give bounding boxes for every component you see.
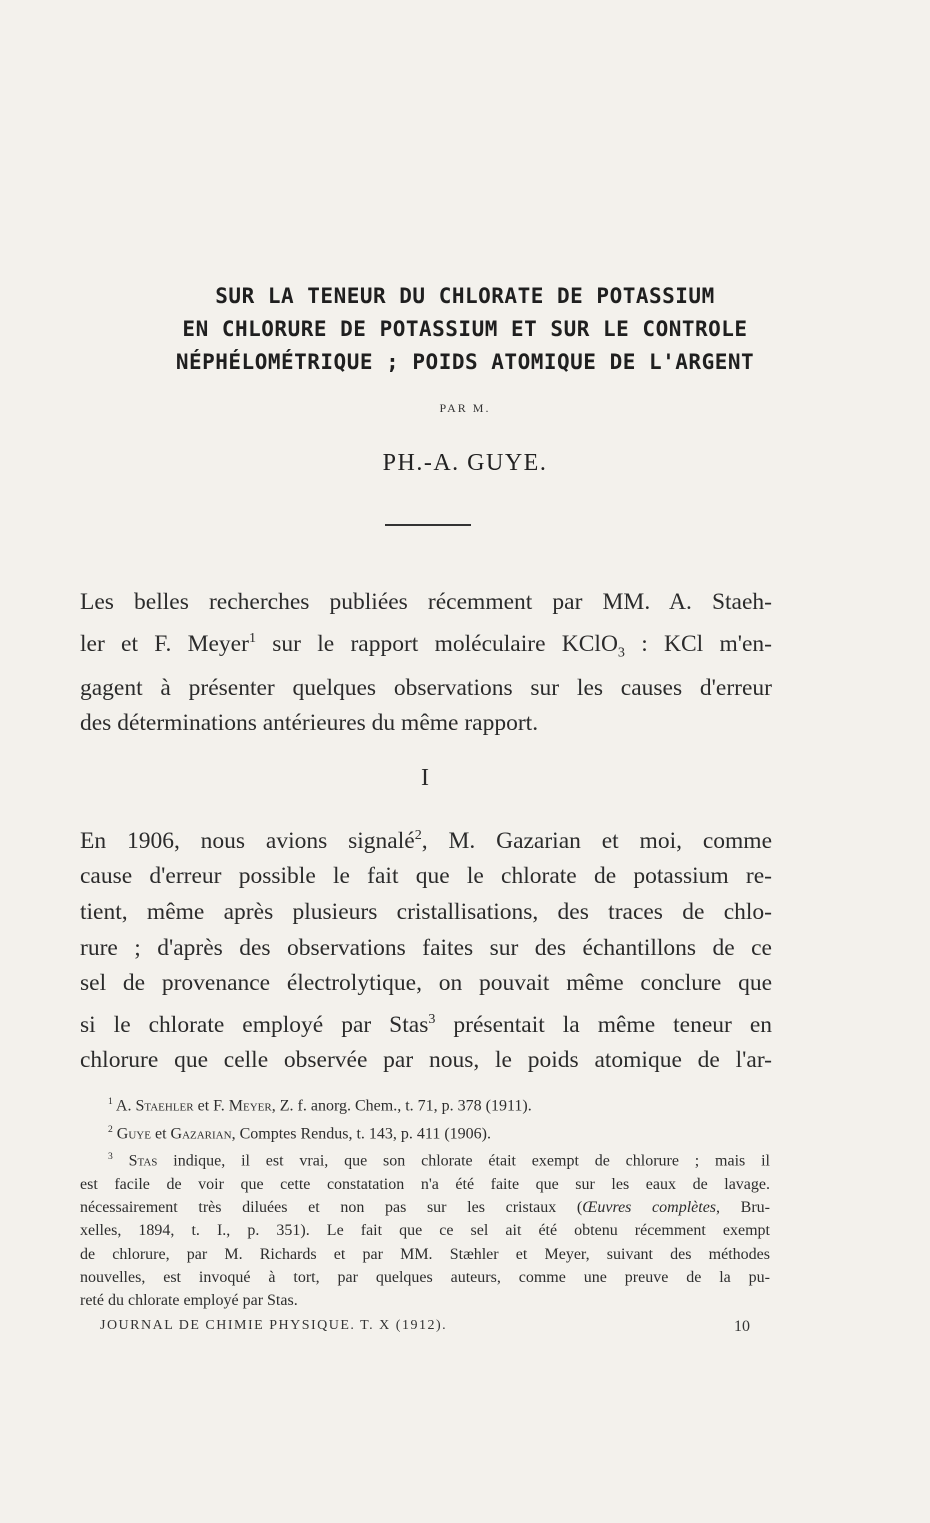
section-numeral: I (421, 765, 429, 791)
footnote-3-line-7: reté du chlorate employé par Stas. (80, 1292, 298, 1310)
footnote-3-line-2: est facile de voir que cette constatation n'a été faite que sur les eaux de lavage. (80, 1175, 770, 1193)
footnote-3-line-5: de chlorure, par M. Richards et par MM. Stæhler et Meyer, suivant des méthodes (80, 1245, 770, 1263)
footnote-1 (80, 1090, 770, 1118)
para-line-6-text-b: présentait la même teneur en (435, 1011, 772, 1038)
footnote-3-number: 3 (108, 1151, 113, 1163)
footnote-2-text-c: , Comptes Rendus, t. 143, p. 411 (1906). (231, 1124, 491, 1142)
footnote-1-text-c: , Z. f. anorg. Chem., t. 71, p. 378 (1911). (271, 1097, 532, 1115)
footnote-1-number: 1 (108, 1096, 113, 1107)
footnote-2-author-1: Guye (116, 1124, 151, 1142)
title-line-3: NÉPHÉLOMÉTRIQUE ; POIDS ATOMIQUE DE L'ARGENT (175, 350, 755, 374)
footnote-1-author-2: Meyer (228, 1097, 272, 1115)
footnote-2-text-b: et (150, 1124, 171, 1142)
footnote-1-author-1: Staehler (135, 1097, 194, 1115)
para-line-4: rure ; d'après des observations faites sur des échantillons de ce (80, 934, 772, 961)
intro-line-4: des déterminations antérieures du même rapport. (80, 710, 539, 737)
para-line-7: chlorure que celle observée par nous, le poids atomique de l'ar- (80, 1047, 772, 1074)
footnote-1-text-b: et F. (193, 1097, 229, 1115)
intro-paragraph (80, 585, 772, 742)
subscript-3: 3 (617, 644, 625, 661)
footnote-ref-2: 2 (414, 827, 422, 843)
footnote-2 (80, 1118, 770, 1146)
page-number: 10 (734, 1318, 750, 1335)
intro-line-2-text-b: sur le rapport moléculaire KClO (255, 630, 618, 657)
journal-reference: JOURNAL DE CHIMIE PHYSIQUE. T. X (1912). (100, 1318, 448, 1333)
footnote-3-text-3a: nécessairement très diluées et non pas sur les cristaux ( (80, 1199, 583, 1217)
footnote-3-author: Stas (128, 1152, 158, 1170)
intro-line-3: gagent à présenter quelques observations sur les causes d'erreur (80, 674, 772, 701)
intro-line-2 (80, 621, 772, 671)
para-line-1-text-a: En 1906, nous avions signalé (80, 827, 415, 854)
intro-line-2-text-a: ler et F. Meyer (80, 630, 249, 657)
title-line-2: EN CHLORURE DE POTASSIUM ET SUR LE CONTROLE (182, 317, 748, 341)
article-title (60, 280, 870, 379)
footnote-3-line-1 (80, 1145, 770, 1173)
footnote-2-number: 2 (108, 1123, 113, 1135)
par-m-label: PAR M. (439, 401, 491, 415)
footnote-3-line-4: xelles, 1894, t. I., p. 351). Le fait que ce sel ait été obtenu récemment exempt (80, 1222, 770, 1240)
para-line-1-text-b: , M. Gazarian et moi, comme (421, 827, 772, 854)
para-line-6-text-a: si le chlorate employé par Stas (80, 1011, 429, 1038)
footnote-ref-3: 3 (428, 1010, 436, 1027)
para-line-3: tient, même après plusieurs cristallisations, des traces de chlo- (80, 899, 772, 926)
footnotes (80, 1090, 770, 1313)
section-paragraph (80, 818, 772, 1079)
title-line-1: SUR LA TENEUR DU CHLORATE DE POTASSIUM (215, 284, 715, 308)
footnote-3-italic-title: Œuvres complètes (582, 1199, 717, 1217)
author-name: PH.-A. GUYE. (382, 450, 548, 476)
intro-line-2-text-c: : KCl m'en- (624, 630, 772, 657)
separator-rule (385, 524, 471, 526)
para-line-6 (80, 1002, 772, 1043)
para-line-2: cause d'erreur possible le fait que le chlorate de potassium re- (80, 863, 772, 890)
footnote-3-text-1: indique, il est vrai, que son chlorate était exempt de chlorure ; mais il (157, 1152, 770, 1170)
footnote-3-line-3 (80, 1196, 770, 1219)
footnote-ref-1: 1 (248, 629, 256, 646)
intro-line-1: Les belles recherches publiées récemment par MM. A. Staeh- (80, 589, 772, 615)
footnote-1-text-a: A. (115, 1097, 136, 1115)
para-line-1 (80, 818, 772, 859)
page-footer (100, 1318, 750, 1334)
footnote-3-line-6: nouvelles, est invoqué à tort, par quelques auteurs, comme une preuve de la pu- (80, 1269, 770, 1287)
footnote-2-author-2: Gazarian (170, 1124, 232, 1142)
footnote-3-text-3b: , Bru- (716, 1199, 771, 1217)
para-line-5: sel de provenance électrolytique, on pouvait même conclure que (80, 970, 772, 997)
